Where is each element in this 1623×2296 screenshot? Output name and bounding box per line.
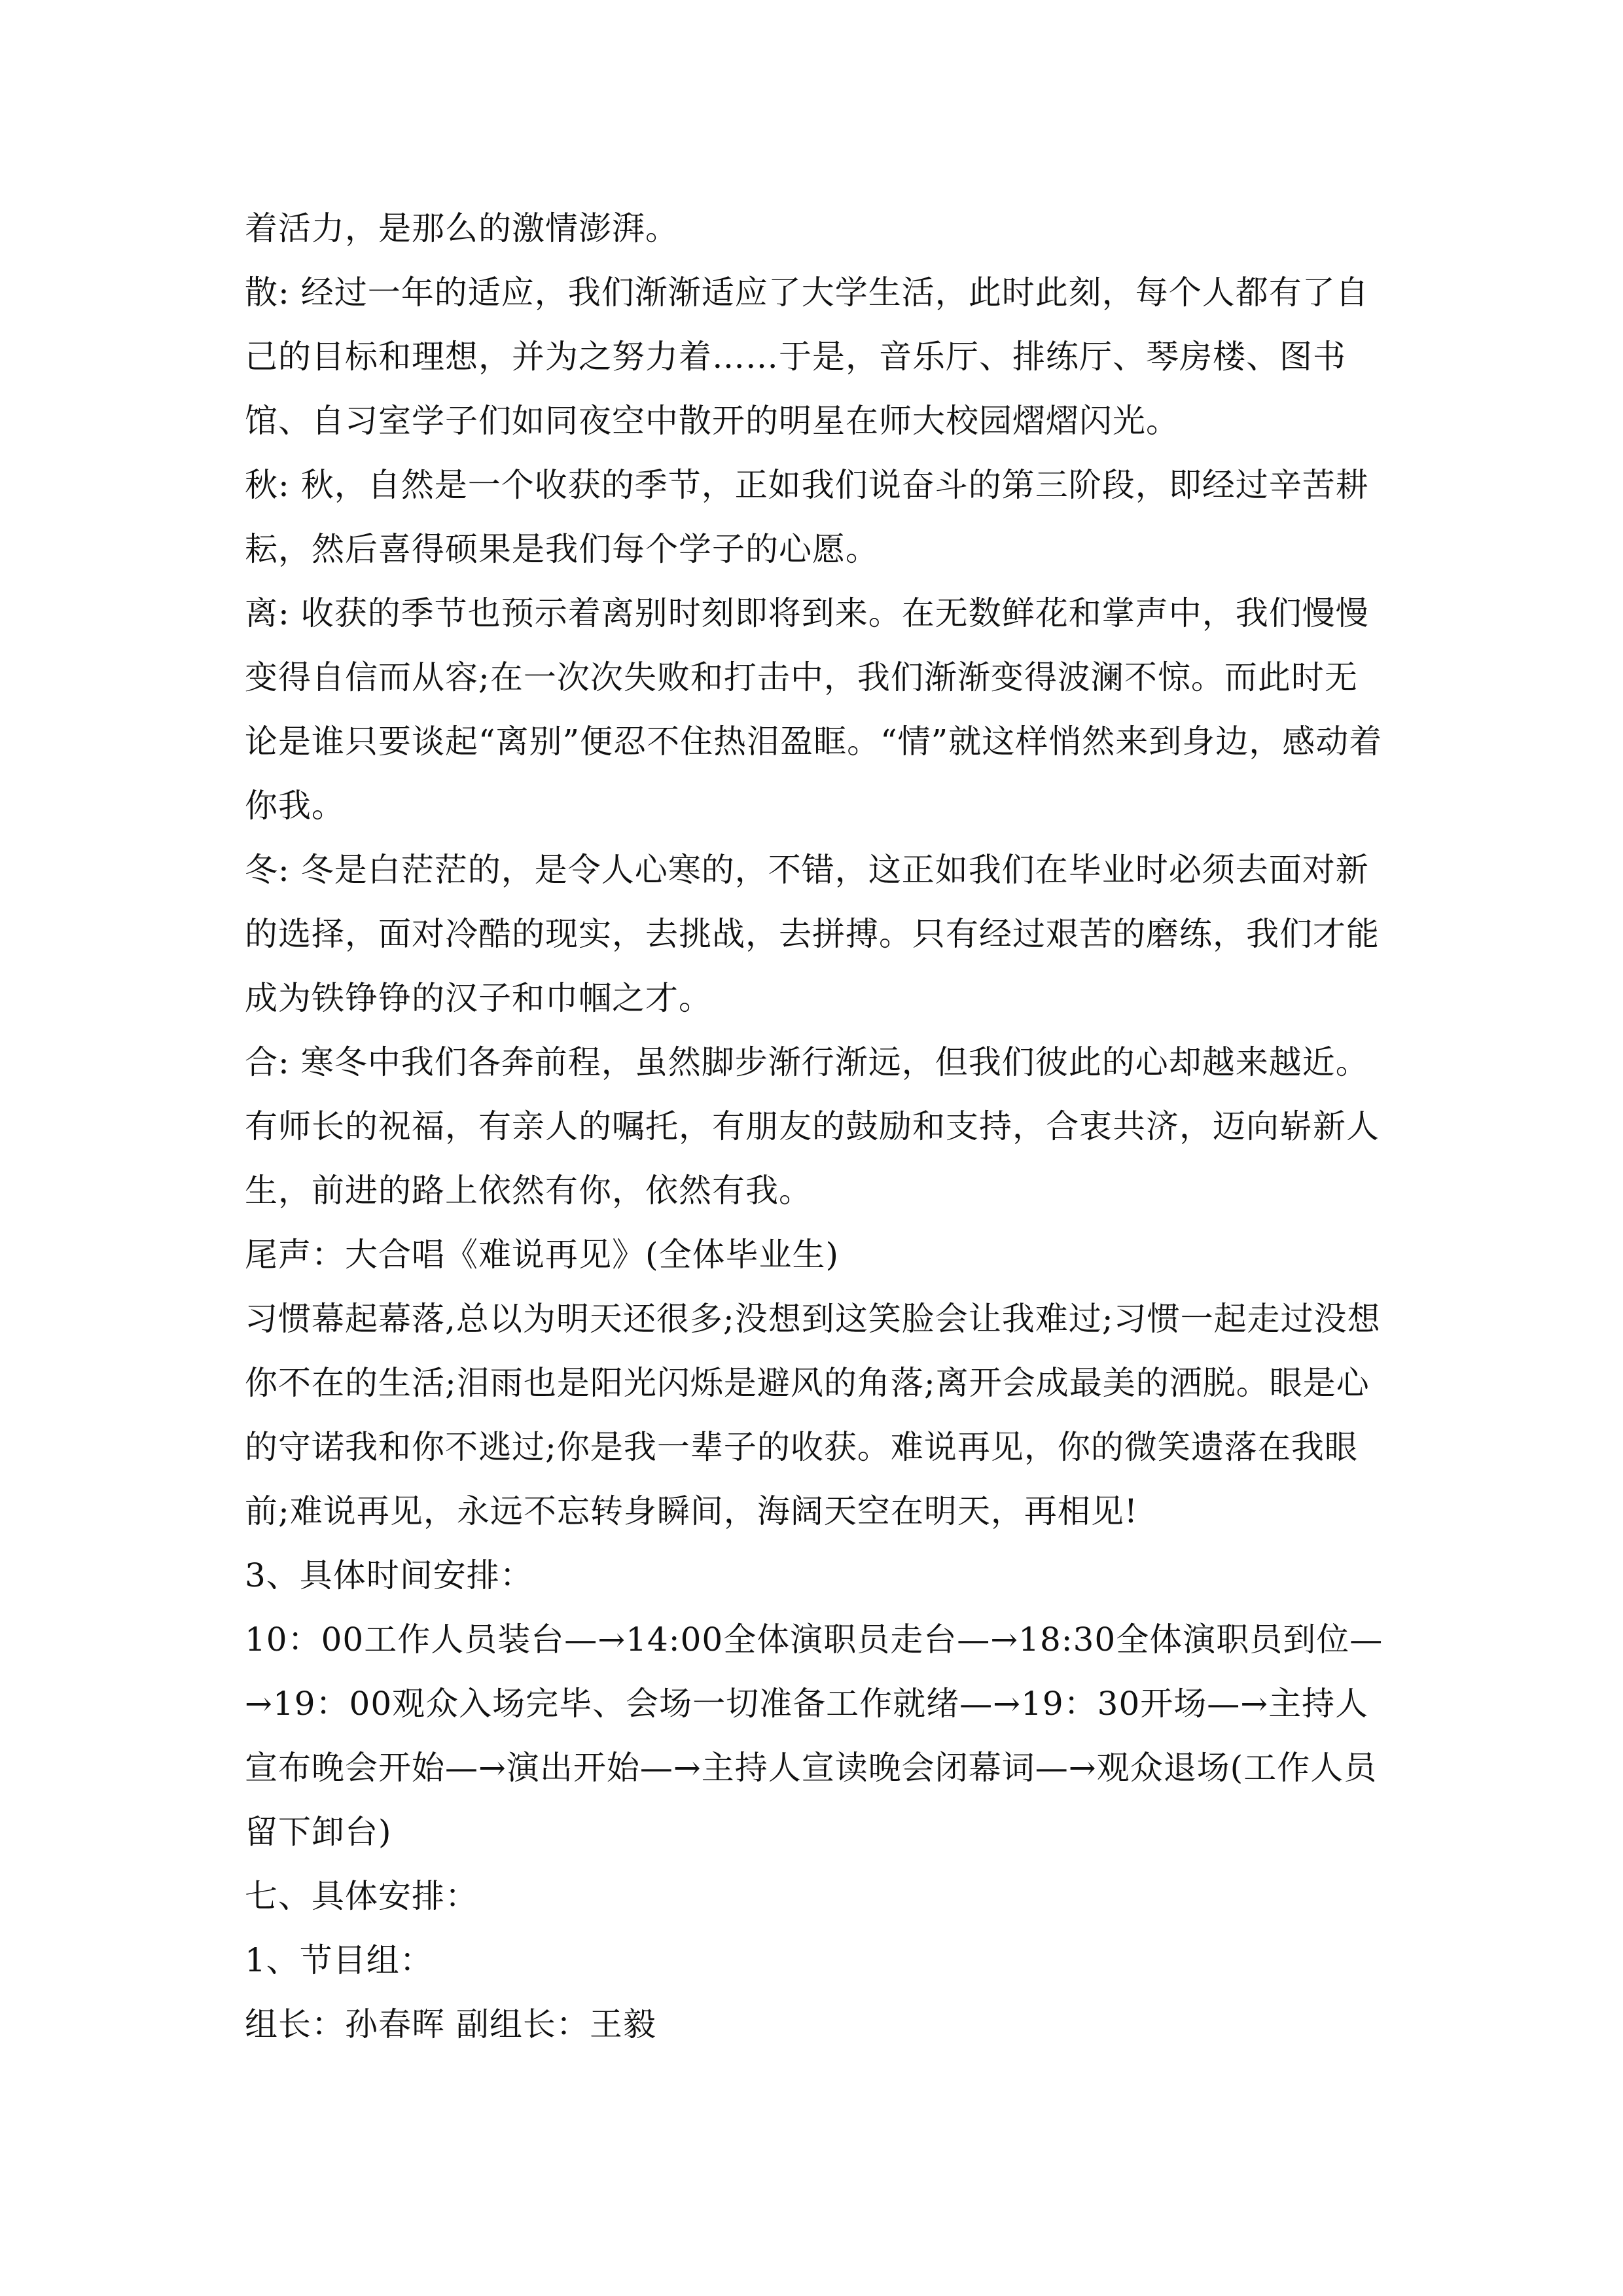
paragraph-qiu: 秋: 秋，自然是一个收获的季节，正如我们说奋斗的第三阶段，即经过辛苦耕耘，然后喜得硕果是我们每个学子的心愿。 [245, 466, 1369, 568]
paragraph-label: 散: [245, 274, 290, 312]
paragraph-dong: 冬: 冬是白茫茫的，是令人心寒的，不错，这正如我们在毕业时必须去面对新的选择，面对冷酷的现实，去挑战，去拼搏。只有经过艰苦的磨练，我们才能成为铁铮铮的汉子和巾帼之才。 [245, 851, 1380, 1017]
paragraph-epilogue: 尾声：大合唱《难说再见》(全体毕业生) [245, 1236, 840, 1274]
document-body [245, 196, 1383, 2056]
paragraph-group-leaders: 组长：孙春晖 副组长：王毅 [245, 2005, 656, 2043]
paragraph-lyrics: 习惯幕起幕落,总以为明天还很多;没想到这笑脸会让我难过;习惯一起走过没想你不在的生活;泪雨也是阳光闪烁是避风的角落;离开会成最美的洒脱。眼是心的守诺我和你不逃过;你是我一辈子的收获。难说再见，你的微笑遗落在我眼前;难说再见，永远不忘转身瞬间，海阔天空在明天，再相见! [245, 1300, 1381, 1530]
paragraph-schedule: 10：00工作人员装台—→14:00全体演职员走台—→18:30全体演职员到位—→19：00观众入场完毕、会场一切准备工作就绪—→19：30开场—→主持人宣布晚会开始—→演出开始—→主持人宣读晚会闭幕词—→观众退场(工作人员留下卸台) [245, 1621, 1383, 1851]
section-heading-arrangement: 七、具体安排： [245, 1877, 478, 1915]
paragraph-san: 散: 经过一年的适应，我们渐渐适应了大学生活，此时此刻，每个人都有了自己的目标和理想，并为之努力着……于是，音乐厅、排练厅、琴房楼、图书馆、自习室学子们如同夜空中散开的明星在师大校园熠熠闪光。 [245, 274, 1369, 440]
paragraph-label: 冬: [245, 851, 290, 889]
paragraph-label: 合: [245, 1043, 290, 1081]
paragraph-he: 合: 寒冬中我们各奔前程，虽然脚步渐行渐远，但我们彼此的心却越来越近。有师长的祝福，有亲人的嘱托，有朋友的鼓励和支持，合衷共济，迈向崭新人生，前进的路上依然有你，依然有我。 [245, 1043, 1380, 1210]
paragraph-label: 离: [245, 594, 290, 632]
section-heading-program-group: 1、节目组： [245, 1941, 433, 1979]
paragraph-label: 秋: [245, 466, 290, 504]
section-heading-schedule: 3、具体时间安排： [245, 1556, 533, 1594]
paragraph-continuation: 着活力，是那么的激情澎湃。 [245, 209, 679, 247]
paragraph-li: 离: 收获的季节也预示着离别时刻即将到来。在无数鲜花和掌声中，我们慢慢变得自信而从容;在一次次失败和打击中，我们渐渐变得波澜不惊。而此时无论是谁只要谈起“离别”便忍不住热泪盈眶。“情”就这样悄然来到身边，感动着你我。 [245, 594, 1383, 825]
